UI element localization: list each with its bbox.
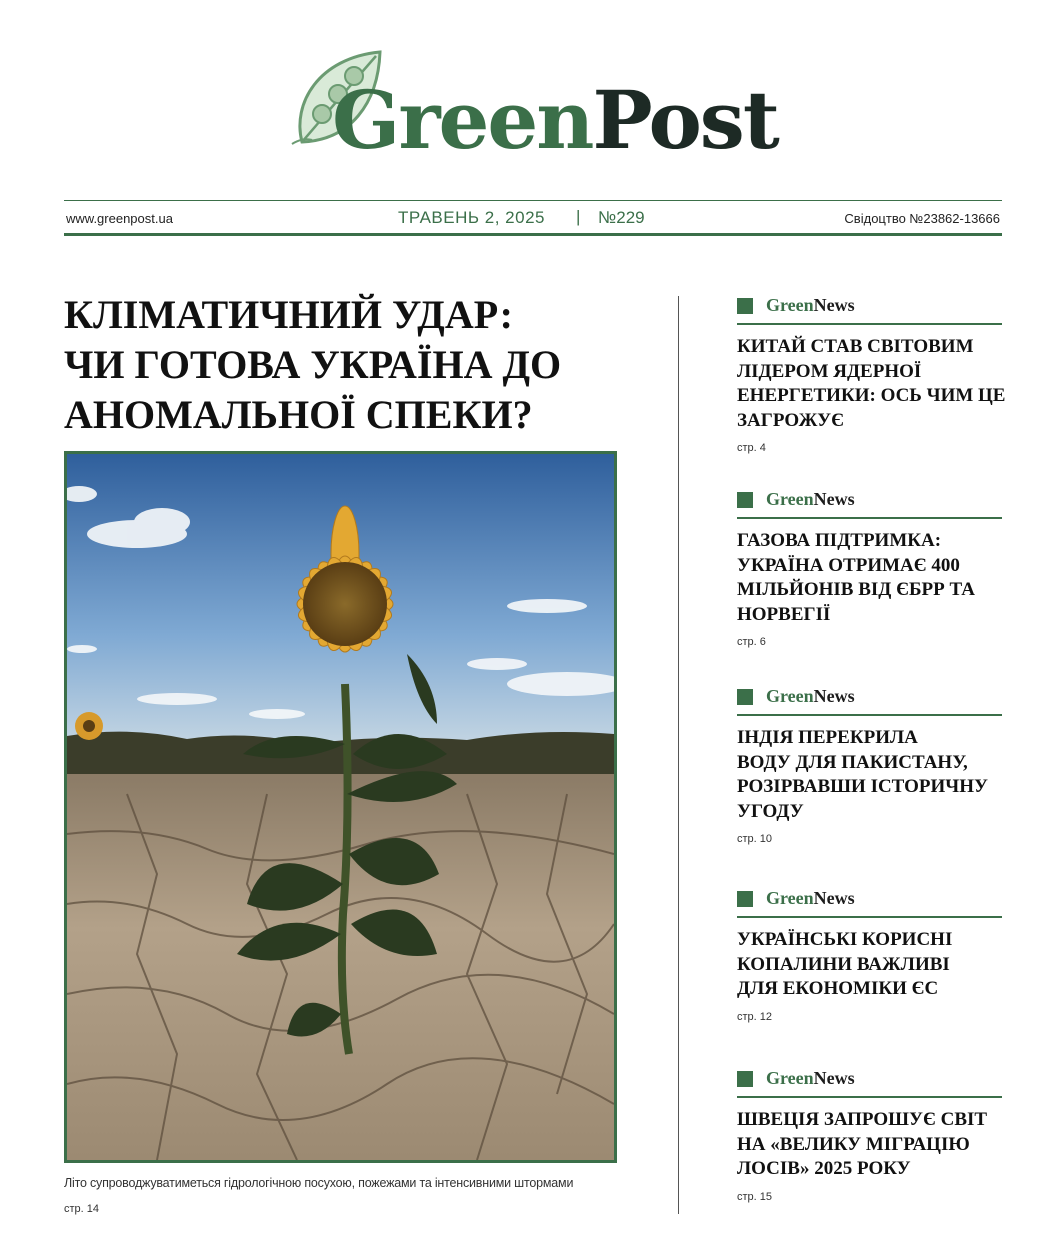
news-title[interactable] bbox=[737, 726, 1002, 824]
headline-line: КЛІМАТИЧНИЙ УДАР: bbox=[64, 292, 513, 337]
news-label-dark: News bbox=[813, 1068, 855, 1088]
news-title-line: НОРВЕГІЇ bbox=[737, 603, 831, 625]
news-title-line: НА «ВЕЛИКУ МІГРАЦІЮ bbox=[737, 1133, 970, 1155]
news-label bbox=[737, 1068, 1002, 1098]
news-page-ref[interactable]: стр. 4 bbox=[737, 442, 766, 454]
news-title-line: ШВЕЦІЯ ЗАПРОШУЄ СВІТ bbox=[737, 1109, 988, 1130]
news-page-ref[interactable]: стр. 15 bbox=[737, 1190, 773, 1203]
news-label-dark: News bbox=[813, 295, 855, 315]
news-page-ref[interactable]: стр. 12 bbox=[737, 1010, 773, 1023]
news-title-line: ГАЗОВА ПІДТРИМКА: bbox=[737, 530, 942, 551]
square-icon bbox=[737, 891, 753, 907]
issue-date: ТРАВЕНЬ 2, 2025 bbox=[398, 208, 545, 227]
news-label bbox=[737, 686, 1002, 716]
news-title-line: ДЛЯ ЕКОНОМІКИ ЄС bbox=[737, 978, 939, 999]
news-item[interactable] bbox=[737, 1068, 1002, 1203]
news-title[interactable] bbox=[737, 529, 1002, 627]
news-label-dark: News bbox=[813, 888, 855, 908]
brand-green: Green bbox=[332, 73, 593, 167]
news-title[interactable] bbox=[737, 928, 1002, 1002]
square-icon bbox=[737, 298, 753, 314]
news-label bbox=[737, 888, 1002, 918]
news-label-green: Green bbox=[766, 686, 814, 706]
news-page-ref[interactable]: стр. 10 bbox=[737, 833, 773, 845]
headline-line: АНОМАЛЬНОЇ СПЕКИ? bbox=[64, 392, 533, 437]
news-item[interactable] bbox=[737, 489, 1002, 648]
column-divider bbox=[678, 296, 679, 1214]
sunflower-drought-photo bbox=[64, 451, 617, 1163]
news-label-green: Green bbox=[766, 295, 814, 315]
brand-logo[interactable] bbox=[332, 73, 778, 167]
brand-dark: Post bbox=[592, 73, 778, 167]
date-separator: | bbox=[576, 207, 581, 226]
news-title-line: КИТАЙ СТАВ СВІТОВИМ bbox=[737, 336, 974, 357]
masthead bbox=[0, 38, 1064, 178]
news-item[interactable] bbox=[737, 686, 1002, 845]
news-title[interactable] bbox=[737, 1108, 1002, 1182]
square-icon bbox=[737, 492, 753, 508]
main-story-page-ref[interactable]: стр. 14 bbox=[64, 1203, 100, 1215]
news-label-green: Green bbox=[766, 489, 814, 509]
news-label-dark: News bbox=[813, 686, 855, 706]
news-item[interactable] bbox=[737, 295, 1006, 454]
issue-number: №229 bbox=[598, 208, 645, 227]
news-label bbox=[737, 489, 1002, 519]
square-icon bbox=[737, 689, 753, 705]
news-item[interactable] bbox=[737, 888, 1002, 1023]
news-title-line: МІЛЬЙОНІВ ВІД ЄБРР ТА bbox=[737, 579, 975, 600]
date-bar bbox=[64, 200, 1002, 236]
headline-line: ЧИ ГОТОВА УКРАЇНА ДО bbox=[64, 342, 562, 387]
news-title-line: УКРАЇНА ОТРИМАЄ 400 bbox=[737, 554, 960, 576]
news-title-line: ЕНЕРГЕТИКИ: ОСЬ ЧИМ ЦЕ bbox=[737, 385, 1006, 406]
photo-caption: Літо супроводжуватиметься гідрологічною посухою, пожежами та інтенсивними штормами bbox=[64, 1176, 574, 1190]
square-icon bbox=[737, 1071, 753, 1087]
news-title-line: ЗАГРОЖУЄ bbox=[737, 409, 844, 431]
news-title-line: УКРАЇНСЬКІ КОРИСНІ bbox=[737, 929, 953, 950]
news-title-line: ІНДІЯ ПЕРЕКРИЛА bbox=[737, 727, 918, 748]
news-label bbox=[737, 295, 1002, 325]
news-title-line: ЛІДЕРОМ ЯДЕРНОЇ bbox=[737, 360, 922, 382]
news-label-green: Green bbox=[766, 1068, 814, 1088]
main-headline[interactable] bbox=[64, 290, 634, 440]
news-page-ref[interactable]: стр. 6 bbox=[737, 636, 766, 648]
news-title[interactable] bbox=[737, 335, 1006, 433]
news-title-line: ВОДУ ДЛЯ ПАКИСТАНУ, bbox=[737, 751, 968, 773]
news-title-line: РОЗІРВАВШИ ІСТОРИЧНУ bbox=[737, 776, 988, 797]
news-label-dark: News bbox=[813, 489, 855, 509]
news-title-line: ЛОСІВ» 2025 РОКУ bbox=[737, 1158, 911, 1179]
certificate-number: Свідоцтво №23862-13666 bbox=[844, 211, 1000, 226]
website-link[interactable]: www.greenpost.ua bbox=[66, 211, 173, 226]
news-label-green: Green bbox=[766, 888, 814, 908]
news-title-line: КОПАЛИНИ ВАЖЛИВІ bbox=[737, 953, 950, 975]
news-title-line: УГОДУ bbox=[737, 800, 804, 822]
